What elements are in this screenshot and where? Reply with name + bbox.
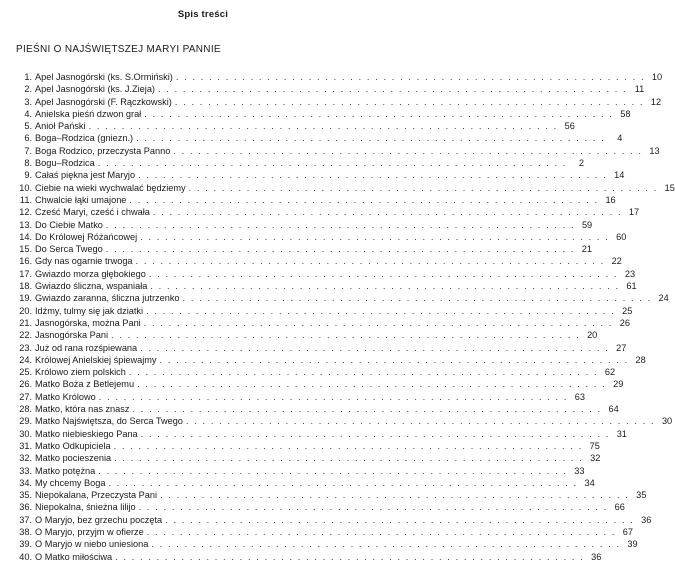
- dot-leader: . . . . . . . . . . . . . . . . . . . . . . . . . . . . . . . . . . . . . . . . . . . . . . . . . . . . . . . . .: [158, 84, 628, 95]
- entry-page-number: 66: [614, 502, 625, 513]
- entry-number: 35.: [19, 490, 32, 501]
- toc-entry: [10, 342, 627, 354]
- dot-leader: . . . . . . . . . . . . . . . . . . . . . . . . . . . . . . . . . . . . . . . . . . . . . . . . . . . . . . . . .: [188, 182, 658, 193]
- entry-number: 20.: [19, 305, 32, 316]
- entry-title: O Maryjo w niebo uniesiona: [35, 539, 149, 550]
- entry-number: 27.: [19, 391, 32, 402]
- entry-page-number: 29: [613, 379, 624, 390]
- toc-entry: [10, 231, 627, 243]
- dot-leader: . . . . . . . . . . . . . . . . . . . . . . . . . . . . . . . . . . . . . . . . . . . . . . . . . . . . . . . . .: [111, 330, 581, 341]
- toc-entry: [10, 83, 645, 95]
- entry-number: 4.: [24, 108, 32, 119]
- entry-page-number: 75: [589, 440, 600, 451]
- entry-page-number: 60: [616, 231, 627, 242]
- entry-title: Niepokalna, śnieżna lilijo: [35, 502, 136, 513]
- entry-page-number: 15: [664, 182, 675, 193]
- entry-title: Anioł Pański: [35, 121, 86, 132]
- entry-page-number: 4: [617, 133, 623, 144]
- dot-leader: . . . . . . . . . . . . . . . . . . . . . . . . . . . . . . . . . . . . . . . . . . . . . . . . . . . . . . . . .: [98, 465, 568, 476]
- entry-page-number: 33: [574, 465, 585, 476]
- toc-entry: [10, 206, 640, 218]
- entry-number: 11.: [19, 194, 32, 205]
- entry-page-number: 2: [578, 158, 585, 169]
- entry-title: Apel Jasnogórski (ks. J.Zieja): [35, 84, 155, 95]
- dot-leader: . . . . . . . . . . . . . . . . . . . . . . . . . . . . . . . . . . . . . . . . . . . . . . . . . . . . . . . . .: [135, 256, 605, 267]
- toc-entry: [10, 378, 624, 390]
- entry-number: 2.: [24, 84, 32, 95]
- entry-title: Apel Jasnogórski (F. Rączkowski): [35, 96, 172, 107]
- entry-page-number: 20: [587, 330, 598, 341]
- dot-leader: . . . . . . . . . . . . . . . . . . . . . . . . . . . . . . . . . . . . . . . . . . . . . . . . . . . . . . . . .: [136, 133, 606, 144]
- toc-entry: [10, 132, 623, 144]
- toc-entry: [10, 391, 586, 403]
- page-title: Spis treści: [177, 9, 229, 20]
- entry-title: Boga Rodzico, przeczysta Panno: [35, 145, 171, 156]
- dot-leader: . . . . . . . . . . . . . . . . . . . . . . . . . . . . . . . . . . . . . . . . . . . . . . . . . . . . . . . . .: [138, 502, 608, 513]
- entry-title: O Maryjo, bez grzechu poczęta: [35, 514, 163, 525]
- entry-number: 30.: [19, 428, 32, 439]
- entry-number: 17.: [19, 268, 32, 279]
- toc-entry: [10, 120, 575, 132]
- dot-leader: . . . . . . . . . . . . . . . . . . . . . . . . . . . . . . . . . . . . . . . . . . . . . . . . . . . . . . . . .: [144, 108, 614, 119]
- entry-page-number: 13: [649, 145, 660, 156]
- toc-entry: [10, 551, 602, 563]
- entry-number: 29.: [19, 416, 32, 427]
- dot-leader: . . . . . . . . . . . . . . . . . . . . . . . . . . . . . . . . . . . . . . . . . . . . . . . . . . . . . . . . .: [182, 293, 652, 304]
- toc-entry: [10, 243, 593, 255]
- toc-entry: [10, 71, 663, 83]
- entry-title: Idźmy, tulmy się jak dziatki: [35, 305, 144, 316]
- toc-entry: [10, 403, 619, 415]
- section-title: PIEŚNI O NAJŚWIĘTSZEJ MARYI PANNIE: [16, 44, 221, 55]
- toc-entry: [10, 452, 601, 464]
- toc-entry: [10, 501, 625, 513]
- toc-entry: [10, 354, 646, 366]
- dot-leader: . . . . . . . . . . . . . . . . . . . . . . . . . . . . . . . . . . . . . . . . . . . . . . . . . . . . . . . . .: [115, 551, 585, 562]
- entry-number: 16.: [19, 256, 32, 267]
- toc-entry: [10, 514, 652, 526]
- toc-entry: [10, 194, 616, 206]
- entry-number: 14.: [19, 231, 32, 242]
- entry-number: 10.: [19, 182, 32, 193]
- entry-page-number: 63: [574, 391, 586, 402]
- dot-leader: . . . . . . . . . . . . . . . . . . . . . . . . . . . . . . . . . . . . . . . . . . . . . . . . . . . . . . . . .: [173, 145, 643, 156]
- entry-title: Do Serca Twego: [35, 244, 103, 255]
- dot-leader: . . . . . . . . . . . . . . . . . . . . . . . . . . . . . . . . . . . . . . . . . . . . . . . . . . . . . . . . .: [175, 72, 646, 82]
- entry-number: 36.: [19, 502, 32, 513]
- toc-entry: [10, 526, 633, 538]
- entry-page-number: 39: [627, 539, 638, 550]
- entry-title: Niepokalana, Przeczysta Pani: [35, 490, 158, 501]
- dot-leader: . . . . . . . . . . . . . . . . . . . . . . . . . . . . . . . . . . . . . . . . . . . . . . . . . . . . . . . . .: [140, 231, 610, 242]
- entry-page-number: 36: [591, 551, 602, 562]
- dot-leader: . . . . . . . . . . . . . . . . . . . . . . . . . . . . . . . . . . . . . . . . . . . . . . . . . . . . . . . . .: [138, 170, 608, 181]
- entry-number: 24.: [19, 354, 32, 365]
- entry-number: 38.: [19, 526, 32, 537]
- dot-leader: . . . . . . . . . . . . . . . . . . . . . . . . . . . . . . . . . . . . . . . . . . . . . . . . . . . . . . . . .: [140, 342, 610, 353]
- toc-entry: [10, 280, 637, 292]
- entry-page-number: 34: [584, 477, 595, 488]
- toc-entry: [10, 538, 638, 550]
- dot-leader: . . . . . . . . . . . . . . . . . . . . . . . . . . . . . . . . . . . . . . . . . . . . . . . . . . . . . . . . .: [97, 158, 568, 169]
- entry-title: O Matko miłościwa: [35, 551, 113, 562]
- entry-title: Do Ciebie Matko: [35, 219, 103, 230]
- entry-page-number: 36: [641, 514, 652, 525]
- entry-title: Boga–Rodzica (gniezn.): [35, 133, 134, 144]
- dot-leader: . . . . . . . . . . . . . . . . . . . . . . . . . . . . . . . . . . . . . . . . . . . . . . . . . . . . . . . . .: [129, 194, 599, 205]
- entry-number: 40.: [19, 551, 32, 562]
- entry-page-number: 16: [605, 194, 616, 205]
- toc-entry: [10, 366, 616, 378]
- entry-title: Matko, która nas znasz: [35, 404, 130, 415]
- toc-entry: [10, 329, 598, 341]
- entry-number: 26.: [19, 379, 32, 390]
- toc-entry: [10, 477, 595, 489]
- entry-title: Anielska pieśń dzwon grał: [35, 108, 142, 119]
- entry-title: Matko Odkupiciela: [35, 440, 111, 451]
- entry-number: 3.: [24, 96, 32, 107]
- entry-title: Do Królowej Różańcowej: [35, 231, 138, 242]
- entry-page-number: 30: [661, 416, 673, 427]
- entry-page-number: 64: [608, 404, 619, 415]
- toc-entry: [10, 465, 585, 477]
- toc-entry: [10, 96, 662, 108]
- entry-number: 39.: [19, 539, 32, 550]
- entry-title: Chwalcie łąki umajone: [35, 194, 127, 205]
- toc-entry: [10, 255, 622, 267]
- entry-title: Matko Najświętsza, do Serca Twego: [35, 416, 183, 427]
- entry-title: Matko niebieskiego Pana: [35, 428, 138, 439]
- entry-page-number: 27: [616, 342, 627, 353]
- dot-leader: . . . . . . . . . . . . . . . . . . . . . . . . . . . . . . . . . . . . . . . . . . . . . . . . . . . . . . . . .: [105, 244, 576, 255]
- entry-page-number: 11: [634, 84, 645, 95]
- dot-leader: . . . . . . . . . . . . . . . . . . . . . . . . . . . . . . . . . . . . . . . . . . . . . . . . . . . . . . . . .: [137, 379, 607, 390]
- dot-leader: . . . . . . . . . . . . . . . . . . . . . . . . . . . . . . . . . . . . . . . . . . . . . . . . . . . . . . . . .: [113, 440, 583, 451]
- entry-title: Gwiazdo morza głębokiego: [35, 268, 146, 279]
- toc-entry: [10, 108, 631, 120]
- toc-entry: [10, 489, 647, 501]
- entry-title: Całaś piękna jest Maryjo: [35, 170, 136, 181]
- entry-page-number: 24: [658, 293, 669, 304]
- toc-entry: [10, 440, 600, 452]
- toc-entry: [10, 145, 660, 157]
- entry-page-number: 17: [628, 207, 640, 218]
- entry-number: 1.: [24, 72, 32, 82]
- entry-number: 18.: [19, 281, 32, 292]
- toc-entry: [10, 305, 633, 317]
- entry-page-number: 22: [611, 256, 622, 267]
- entry-number: 21.: [19, 317, 32, 328]
- dot-leader: . . . . . . . . . . . . . . . . . . . . . . . . . . . . . . . . . . . . . . . . . . . . . . . . . . . . . . . . .: [151, 539, 621, 550]
- entry-title: Gwiazdo zaranna, śliczna jutrzenko: [35, 293, 180, 304]
- dot-leader: . . . . . . . . . . . . . . . . . . . . . . . . . . . . . . . . . . . . . . . . . . . . . . . . . . . . . . . . .: [146, 305, 616, 316]
- dot-leader: . . . . . . . . . . . . . . . . . . . . . . . . . . . . . . . . . . . . . . . . . . . . . . . . . . . . . . . . .: [105, 219, 576, 230]
- toc-entry: [10, 292, 669, 304]
- entry-title: Matko potężna: [35, 465, 96, 476]
- dot-leader: . . . . . . . . . . . . . . . . . . . . . . . . . . . . . . . . . . . . . . . . . . . . . . . . . . . . . . . . .: [128, 367, 599, 378]
- entry-number: 15.: [19, 244, 32, 255]
- entry-title: Królowo ziem polskich: [35, 367, 126, 378]
- toc-entry: [10, 157, 585, 169]
- entry-number: 32.: [19, 453, 32, 464]
- dot-leader: . . . . . . . . . . . . . . . . . . . . . . . . . . . . . . . . . . . . . . . . . . . . . . . . . . . . . . . . .: [88, 121, 558, 132]
- toc-entry: [10, 169, 625, 181]
- entry-page-number: 31: [616, 428, 627, 439]
- entry-page-number: 67: [622, 526, 633, 537]
- entry-page-number: 32: [590, 453, 601, 464]
- entry-page-number: 59: [581, 219, 593, 230]
- toc-entry: [10, 317, 630, 329]
- entry-number: 12.: [19, 207, 32, 218]
- entry-page-number: 12: [650, 96, 662, 107]
- entry-number: 5.: [24, 121, 32, 132]
- entry-title: Matko pocieszenia: [35, 453, 112, 464]
- entry-page-number: 23: [624, 268, 636, 279]
- toc-entry: [10, 268, 636, 280]
- entry-page-number: 28: [635, 354, 646, 365]
- entry-title: Już od rana rozśpiewana: [35, 342, 138, 353]
- entry-number: 34.: [19, 477, 32, 488]
- entry-title: Gdy nas ogarnie trwoga: [35, 256, 133, 267]
- entry-number: 22.: [19, 330, 32, 341]
- entry-number: 28.: [19, 404, 32, 415]
- dot-leader: . . . . . . . . . . . . . . . . . . . . . . . . . . . . . . . . . . . . . . . . . . . . . . . . . . . . . . . . .: [174, 96, 645, 107]
- table-of-contents: [10, 71, 675, 563]
- entry-title: Matko Boża z Betlejemu: [35, 379, 135, 390]
- entry-number: 6.: [24, 133, 32, 144]
- toc-entry: [10, 182, 675, 194]
- toc-entry: [10, 415, 673, 427]
- entry-number: 19.: [19, 293, 32, 304]
- dot-leader: . . . . . . . . . . . . . . . . . . . . . . . . . . . . . . . . . . . . . . . . . . . . . . . . . . . . . . . . .: [140, 428, 610, 439]
- entry-number: 25.: [19, 367, 32, 378]
- dot-leader: . . . . . . . . . . . . . . . . . . . . . . . . . . . . . . . . . . . . . . . . . . . . . . . . . . . . . . . . .: [98, 391, 569, 402]
- dot-leader: . . . . . . . . . . . . . . . . . . . . . . . . . . . . . . . . . . . . . . . . . . . . . . . . . . . . . . . . .: [152, 207, 623, 218]
- entry-number: 33.: [19, 465, 32, 476]
- entry-number: 31.: [19, 440, 32, 451]
- entry-number: 23.: [19, 342, 32, 353]
- entry-title: Apel Jasnogórski (ks. S.Ormiński): [35, 72, 173, 82]
- entry-page-number: 26: [619, 317, 630, 328]
- entry-title: Cześć Maryi, cześć i chwała: [35, 207, 150, 218]
- entry-page-number: 62: [604, 367, 616, 378]
- entry-number: 13.: [19, 219, 32, 230]
- entry-title: Bogu–Rodzica: [35, 158, 95, 169]
- entry-title: Królowej Anielskiej śpiewajmy: [35, 354, 157, 365]
- entry-title: Jasnogórska Pani: [35, 330, 109, 341]
- entry-page-number: 21: [581, 244, 593, 255]
- toc-entry: [10, 219, 593, 231]
- entry-page-number: 56: [564, 121, 575, 132]
- entry-page-number: 35: [636, 490, 647, 501]
- dot-leader: . . . . . . . . . . . . . . . . . . . . . . . . . . . . . . . . . . . . . . . . . . . . . . . . . . . . . . . . .: [165, 514, 635, 525]
- entry-page-number: 58: [620, 108, 631, 119]
- entry-title: My chcemy Boga: [35, 477, 106, 488]
- entry-number: 9.: [24, 170, 32, 181]
- dot-leader: . . . . . . . . . . . . . . . . . . . . . . . . . . . . . . . . . . . . . . . . . . . . . . . . . . . . . . . . .: [146, 526, 616, 537]
- entry-title: Jasnogórska, można Pani: [35, 317, 141, 328]
- entry-title: O Maryjo, przyjm w ofierze: [35, 526, 144, 537]
- entry-number: 37.: [19, 514, 32, 525]
- dot-leader: . . . . . . . . . . . . . . . . . . . . . . . . . . . . . . . . . . . . . . . . . . . . . . . . . . . . . . . . .: [148, 268, 619, 279]
- dot-leader: . . . . . . . . . . . . . . . . . . . . . . . . . . . . . . . . . . . . . . . . . . . . . . . . . . . . . . . . .: [132, 404, 602, 415]
- entry-number: 7.: [24, 145, 32, 156]
- dot-leader: . . . . . . . . . . . . . . . . . . . . . . . . . . . . . . . . . . . . . . . . . . . . . . . . . . . . . . . . .: [114, 453, 584, 464]
- dot-leader: . . . . . . . . . . . . . . . . . . . . . . . . . . . . . . . . . . . . . . . . . . . . . . . . . . . . . . . . .: [143, 317, 613, 328]
- entry-title: Matko Królowo: [35, 391, 96, 402]
- dot-leader: . . . . . . . . . . . . . . . . . . . . . . . . . . . . . . . . . . . . . . . . . . . . . . . . . . . . . . . . .: [150, 281, 620, 292]
- entry-page-number: 61: [626, 281, 637, 292]
- entry-title: Gwiazdo śliczna, wspaniała: [35, 281, 148, 292]
- entry-page-number: 25: [622, 305, 633, 316]
- dot-leader: . . . . . . . . . . . . . . . . . . . . . . . . . . . . . . . . . . . . . . . . . . . . . . . . . . . . . . . . .: [108, 477, 578, 488]
- entry-title: Ciebie na wieki wychwalać będziemy: [35, 182, 186, 193]
- entry-page-number: 14: [614, 170, 625, 181]
- dot-leader: . . . . . . . . . . . . . . . . . . . . . . . . . . . . . . . . . . . . . . . . . . . . . . . . . . . . . . . . .: [160, 490, 630, 501]
- toc-entry: [10, 428, 627, 440]
- dot-leader: . . . . . . . . . . . . . . . . . . . . . . . . . . . . . . . . . . . . . . . . . . . . . . . . . . . . . . . . .: [185, 416, 656, 427]
- dot-leader: . . . . . . . . . . . . . . . . . . . . . . . . . . . . . . . . . . . . . . . . . . . . . . . . . . . . . . . . .: [159, 354, 629, 365]
- entry-page-number: 10: [651, 72, 663, 82]
- entry-number: 8.: [24, 158, 32, 169]
